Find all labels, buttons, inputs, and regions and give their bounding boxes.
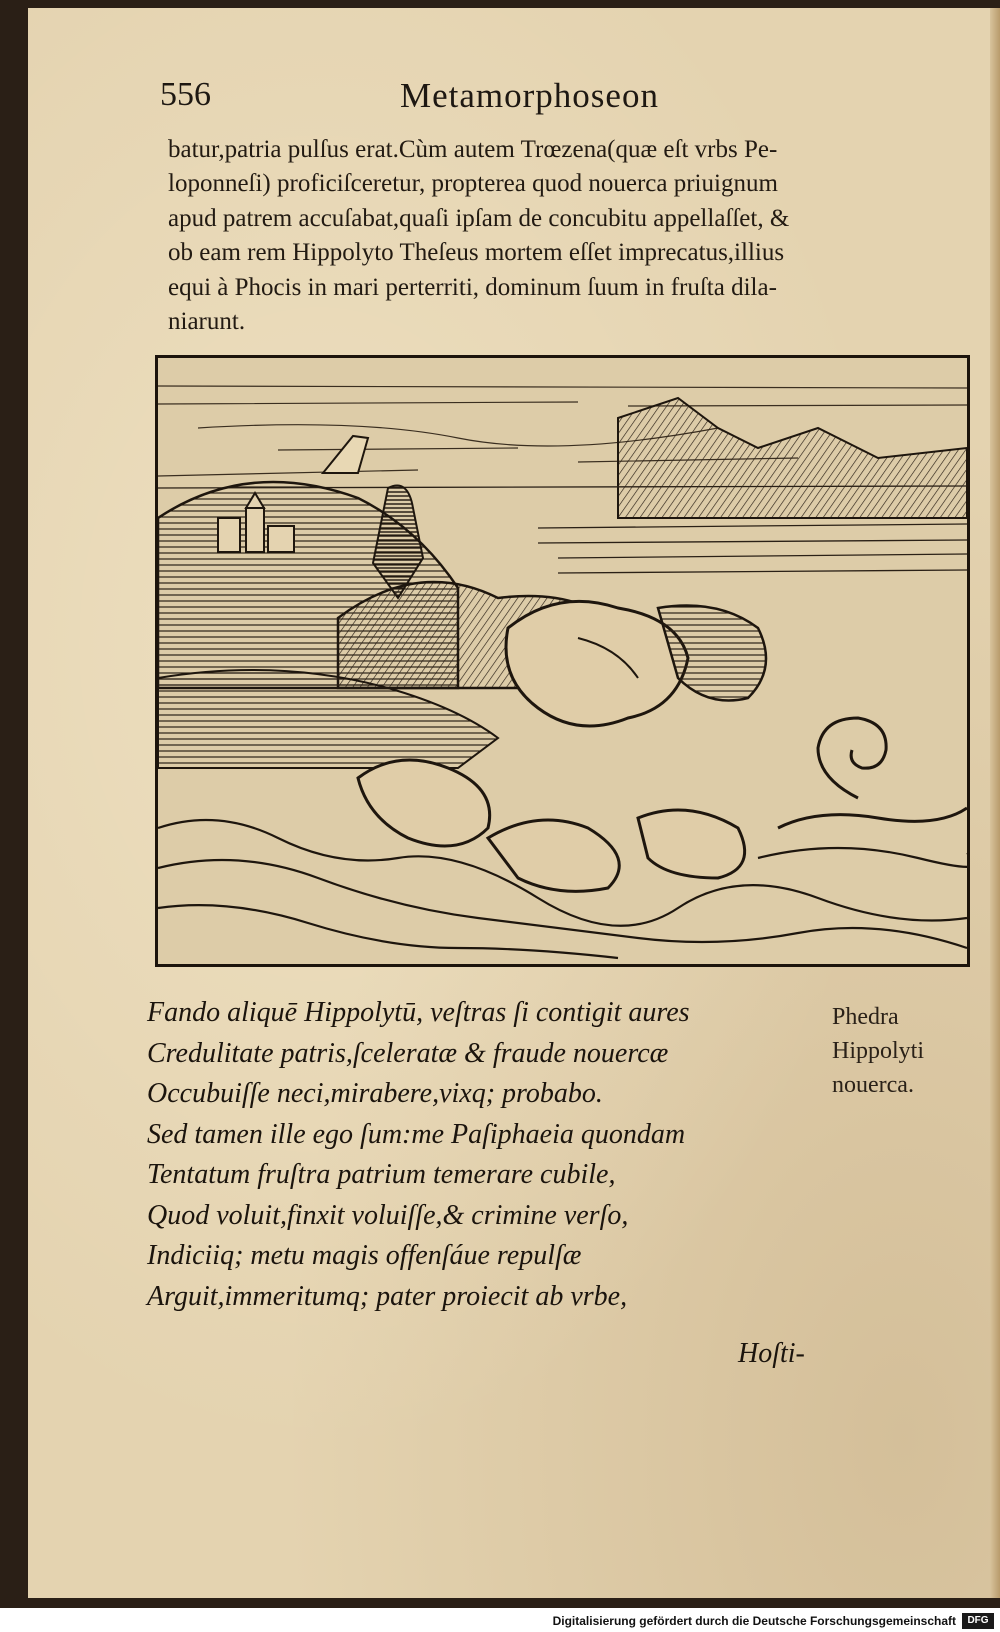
prose-line: apud patrem accuſabat,quaſi ipſam de concubitu appellaſſet, &	[168, 204, 790, 232]
margin-note-line: Phedra	[832, 1004, 899, 1030]
marginal-note	[832, 1000, 972, 1102]
verse-line: Fando aliquē Hippolytū, veſtras ſi contigit aures	[147, 997, 690, 1028]
woodcut-drawing	[158, 358, 967, 964]
page-header	[160, 76, 700, 124]
prose-line: batur,patria pulſus erat.Cùm autem Trœzena(quæ eſt vrbs Pe-	[168, 136, 778, 163]
verse-line: Occubuiſſe neci,mirabere,vixq; probabo.	[147, 1078, 603, 1109]
prose-line: niarunt.	[168, 308, 246, 336]
verse-line: Sed tamen ille ego ſum:me Paſiphaeia quondam	[147, 1118, 686, 1150]
woodcut-illustration	[155, 355, 970, 967]
page-number: 556	[160, 76, 211, 113]
verse-block	[147, 993, 807, 1317]
verse-line: Quod voluit,finxit voluiſſe,& crimine verſo,	[147, 1199, 629, 1231]
verse-line: Arguit,immeritumq; pater proiecit ab vrbe,	[147, 1280, 628, 1312]
page-edge	[990, 8, 1000, 1598]
margin-note-line: nouerca.	[832, 1072, 914, 1098]
running-head: Metamorphoseon	[400, 76, 659, 115]
catchword: Hoſti-	[738, 1338, 805, 1369]
footer-credit: Digitalisierung gefördert durch die Deutsche Forschungsgemeinschaft	[552, 1614, 956, 1628]
margin-note-line: Hippolyti	[832, 1038, 925, 1064]
dfg-logo: DFG	[962, 1613, 994, 1629]
prose-line: loponneſi) proficiſceretur, propterea quod nouerca priuignum	[168, 170, 778, 198]
verse-line: Tentatum fruſtra patrium temerare cubile,	[147, 1159, 616, 1190]
verse-line: Indiciiq; metu magis offenſáue repulſæ	[147, 1240, 582, 1271]
digitization-footer	[0, 1608, 1000, 1632]
prose-line: equi à Phocis in mari perterriti, dominum ſuum in fruſta dila-	[168, 273, 777, 301]
prose-paragraph	[168, 133, 978, 339]
prose-line: ob eam rem Hippolyto Theſeus mortem eſſet imprecatus,illius	[168, 239, 785, 267]
verse-line: Credulitate patris,ſceleratæ & fraude nouercæ	[147, 1037, 669, 1069]
